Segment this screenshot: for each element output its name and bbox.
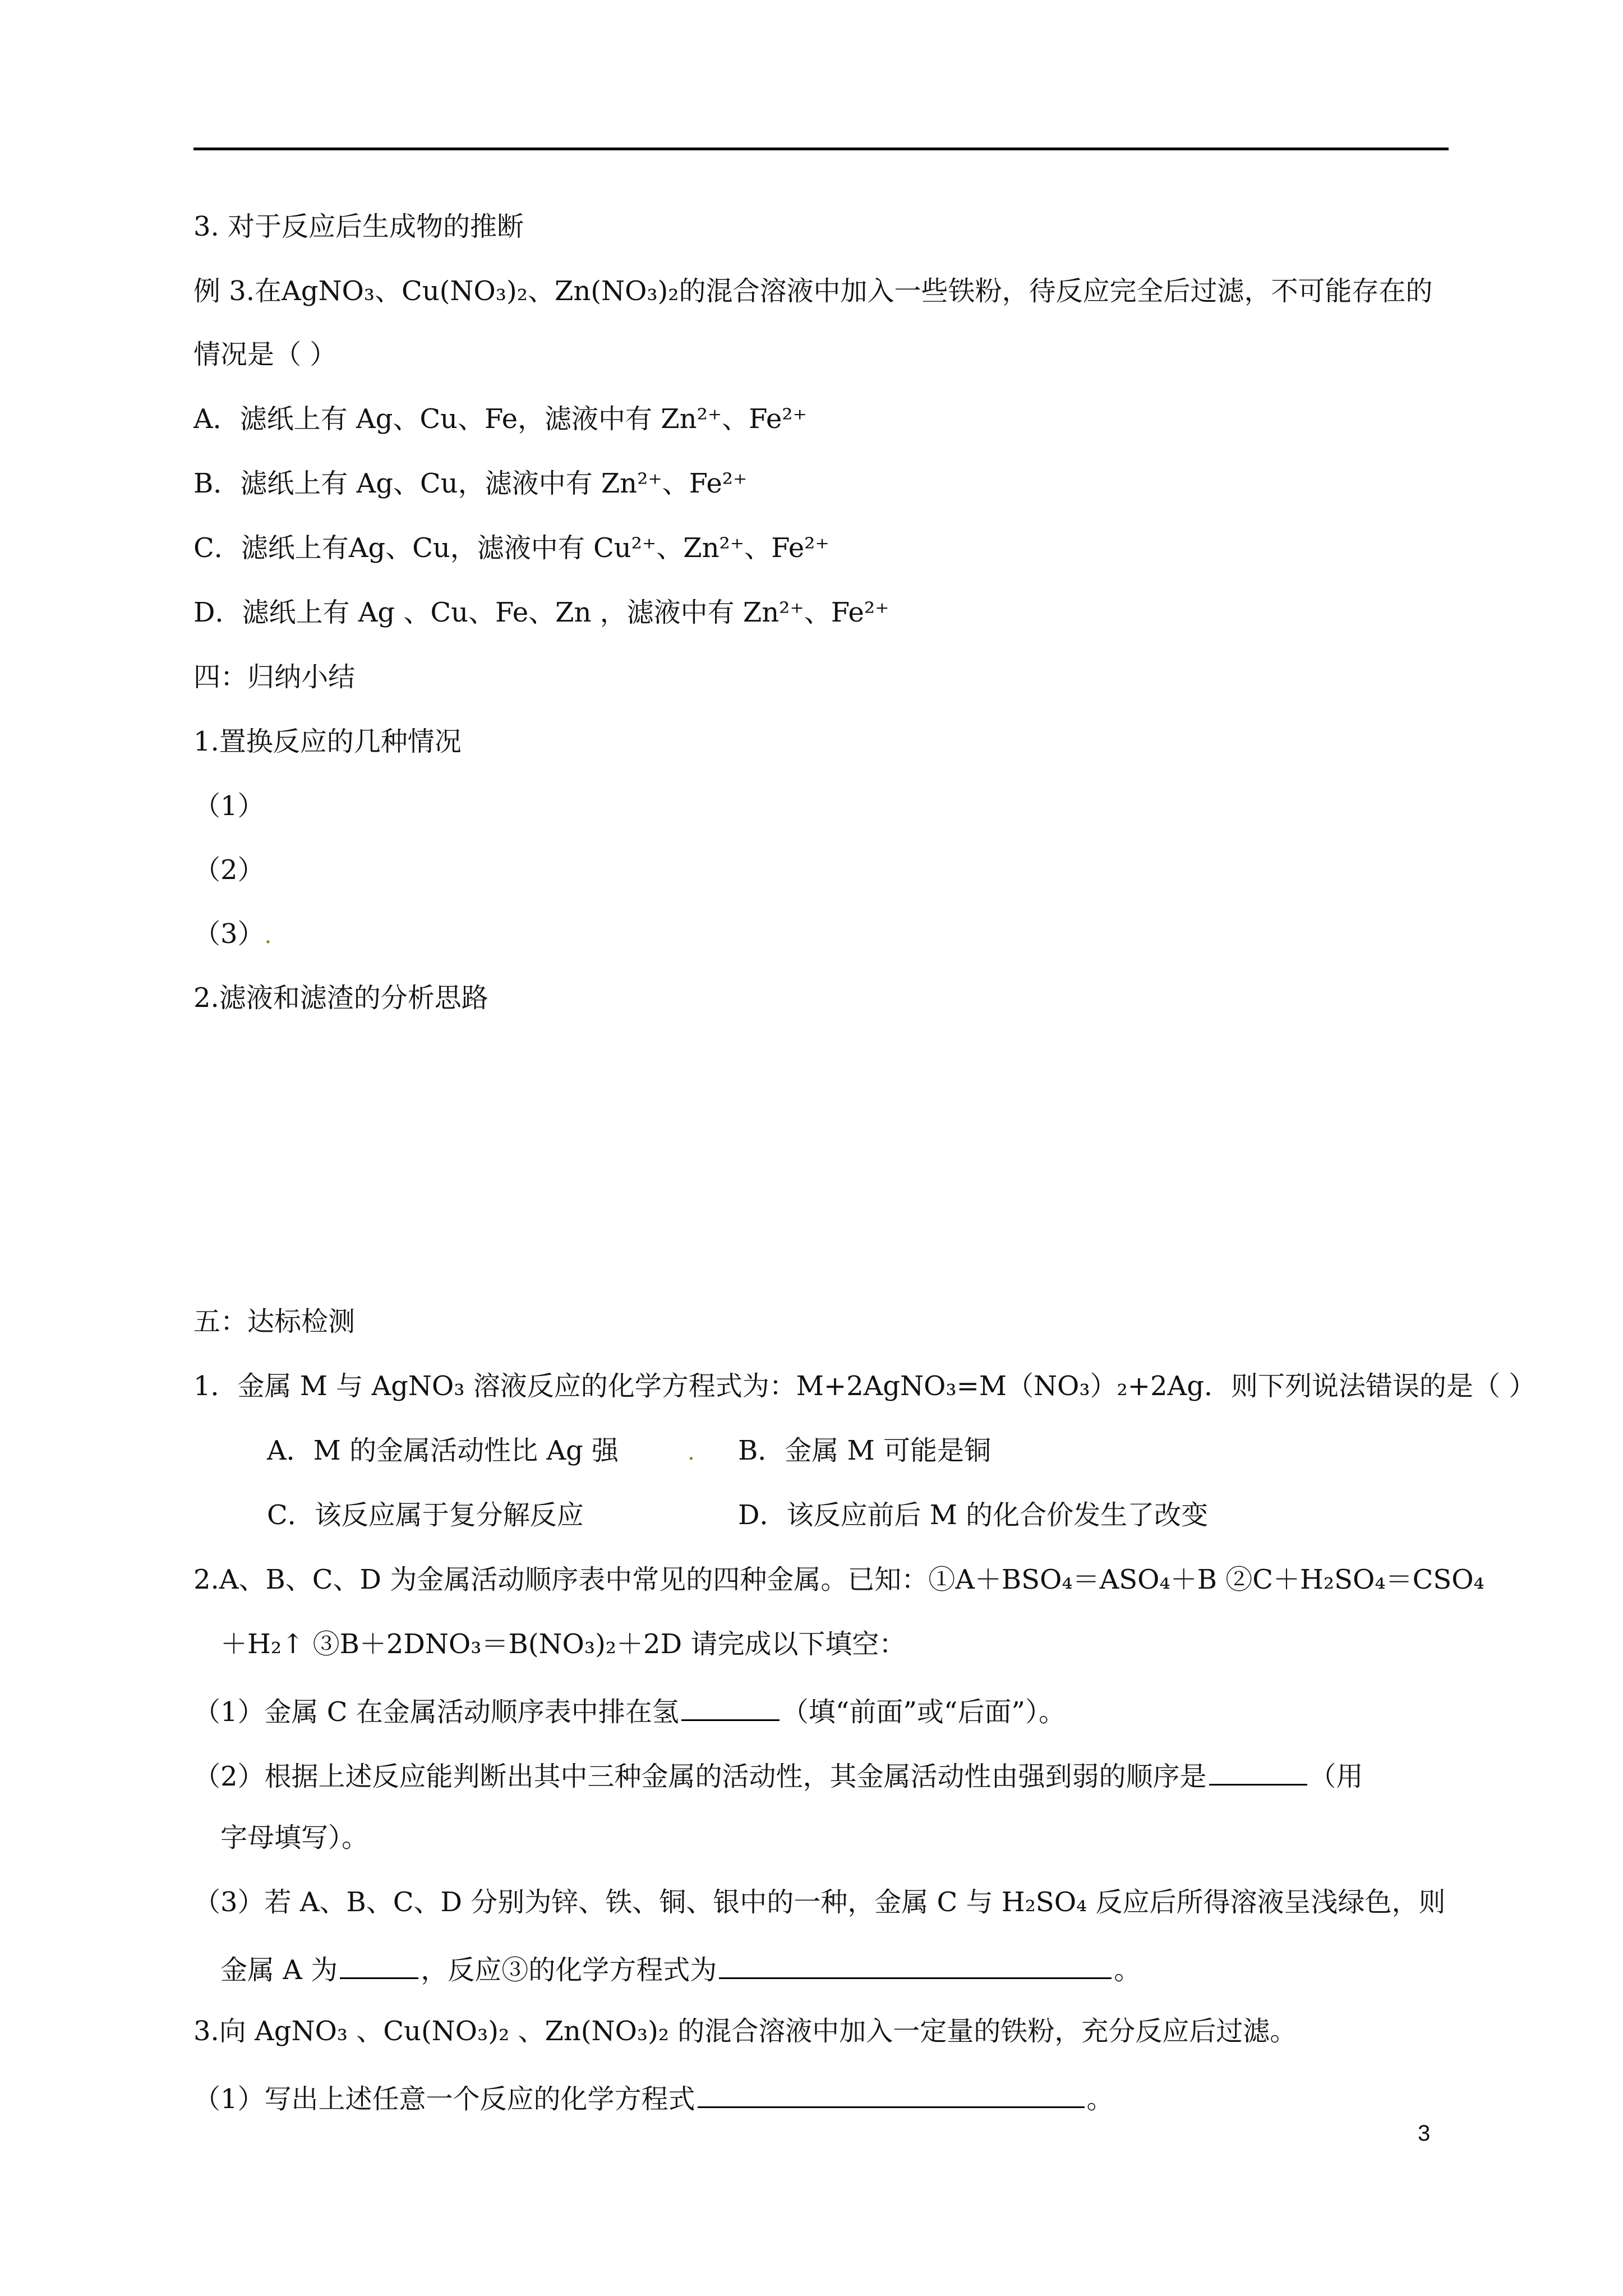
section-3-heading: 3. 对于反应后生成物的推断 <box>193 211 524 242</box>
q2-sub-3-cont: 金属 A 为 ，反应③的化学方程式为 。 <box>220 1948 1141 1989</box>
summary-item-1: 1.置换反应的几种情况 <box>193 726 462 757</box>
summary-sub-3: （3）. <box>193 918 272 950</box>
section-4-heading: 四：归纳小结 <box>193 661 356 693</box>
summary-sub-1: （1） <box>193 790 265 822</box>
q2-sub-2: （2）根据上述反应能判断出其中三种金属的活动性，其金属活动性由强到弱的顺序是 （用 <box>193 1755 1363 1795</box>
option-d: D．滤纸上有 Ag 、Cu、Fe、Zn ，滤液中有 Zn²⁺、Fe²⁺ <box>193 597 889 628</box>
answer-blank[interactable] <box>340 1948 418 1979</box>
page-number: 3 <box>1418 2121 1431 2146</box>
q2-sub-3: （3）若 A、B、C、D 分别为锌、铁、铜、银中的一种，金属 C 与 H₂SO₄ 反应后所得溶液呈浅绿色，则 <box>193 1887 1446 1918</box>
q1-option-d: D．该反应前后 M 的化合价发生了改变 <box>738 1499 1209 1531</box>
option-b: B．滤纸上有 Ag、Cu，滤液中有 Zn²⁺、Fe²⁺ <box>193 468 748 499</box>
example-3-stem: 例 3.在AgNO₃、Cu(NO₃)₂、Zn(NO₃)₂的混合溶液中加入一些铁粉，待反应完全后过滤，不可能存在的 <box>193 275 1433 307</box>
q2-sub-1: （1）金属 C 在金属活动顺序表中排在氢 （填“前面”或“后面”）。 <box>193 1690 1066 1731</box>
q1-option-a: A．M 的金属活动性比 Ag 强 <box>267 1435 619 1466</box>
answer-blank[interactable] <box>698 2077 1085 2108</box>
summary-sub-2: （2） <box>193 854 265 886</box>
answer-blank[interactable] <box>681 1690 780 1721</box>
option-a: A．滤纸上有 Ag、Cu、Fe，滤液中有 Zn²⁺、Fe²⁺ <box>193 403 807 435</box>
q3-sub-1: （1）写出上述任意一个反应的化学方程式 。 <box>193 2077 1114 2118</box>
stray-dot: . <box>688 1439 695 1465</box>
section-5-heading: 五：达标检测 <box>193 1306 356 1337</box>
answer-blank[interactable] <box>1209 1755 1307 1786</box>
q1-option-c: C．该反应属于复分解反应 <box>267 1499 584 1531</box>
q1-option-b: B．金属 M 可能是铜 <box>738 1435 991 1466</box>
question-2-stem: 2.A、B、C、D 为金属活动顺序表中常见的四种金属。已知：①A＋BSO₄＝ASO₄＋B ②C＋H₂SO₄＝CSO₄ <box>193 1564 1484 1595</box>
question-2-stem-cont: ＋H₂↑ ③B＋2DNO₃＝B(NO₃)₂＋2D 请完成以下填空： <box>220 1628 906 1660</box>
header-rule <box>193 148 1449 150</box>
stray-dot: . <box>264 923 272 949</box>
question-1-stem: 1．金属 M 与 AgNO₃ 溶液反应的化学方程式为：M+2AgNO₃=M（NO₃）₂+2Ag．则下列说法错误的是（ ） <box>193 1370 1536 1402</box>
question-3-stem: 3.向 AgNO₃ 、Cu(NO₃)₂ 、Zn(NO₃)₂ 的混合溶液中加入一定量的铁粉，充分反应后过滤。 <box>193 2016 1297 2047</box>
option-c: C．滤纸上有Ag、Cu，滤液中有 Cu²⁺、Zn²⁺、Fe²⁺ <box>193 532 829 564</box>
q2-sub-2-cont: 字母填写）。 <box>220 1822 369 1853</box>
example-3-stem-cont: 情况是（ ） <box>193 339 337 370</box>
summary-item-2: 2.滤液和滤渣的分析思路 <box>193 982 488 1014</box>
answer-blank[interactable] <box>719 1948 1112 1979</box>
